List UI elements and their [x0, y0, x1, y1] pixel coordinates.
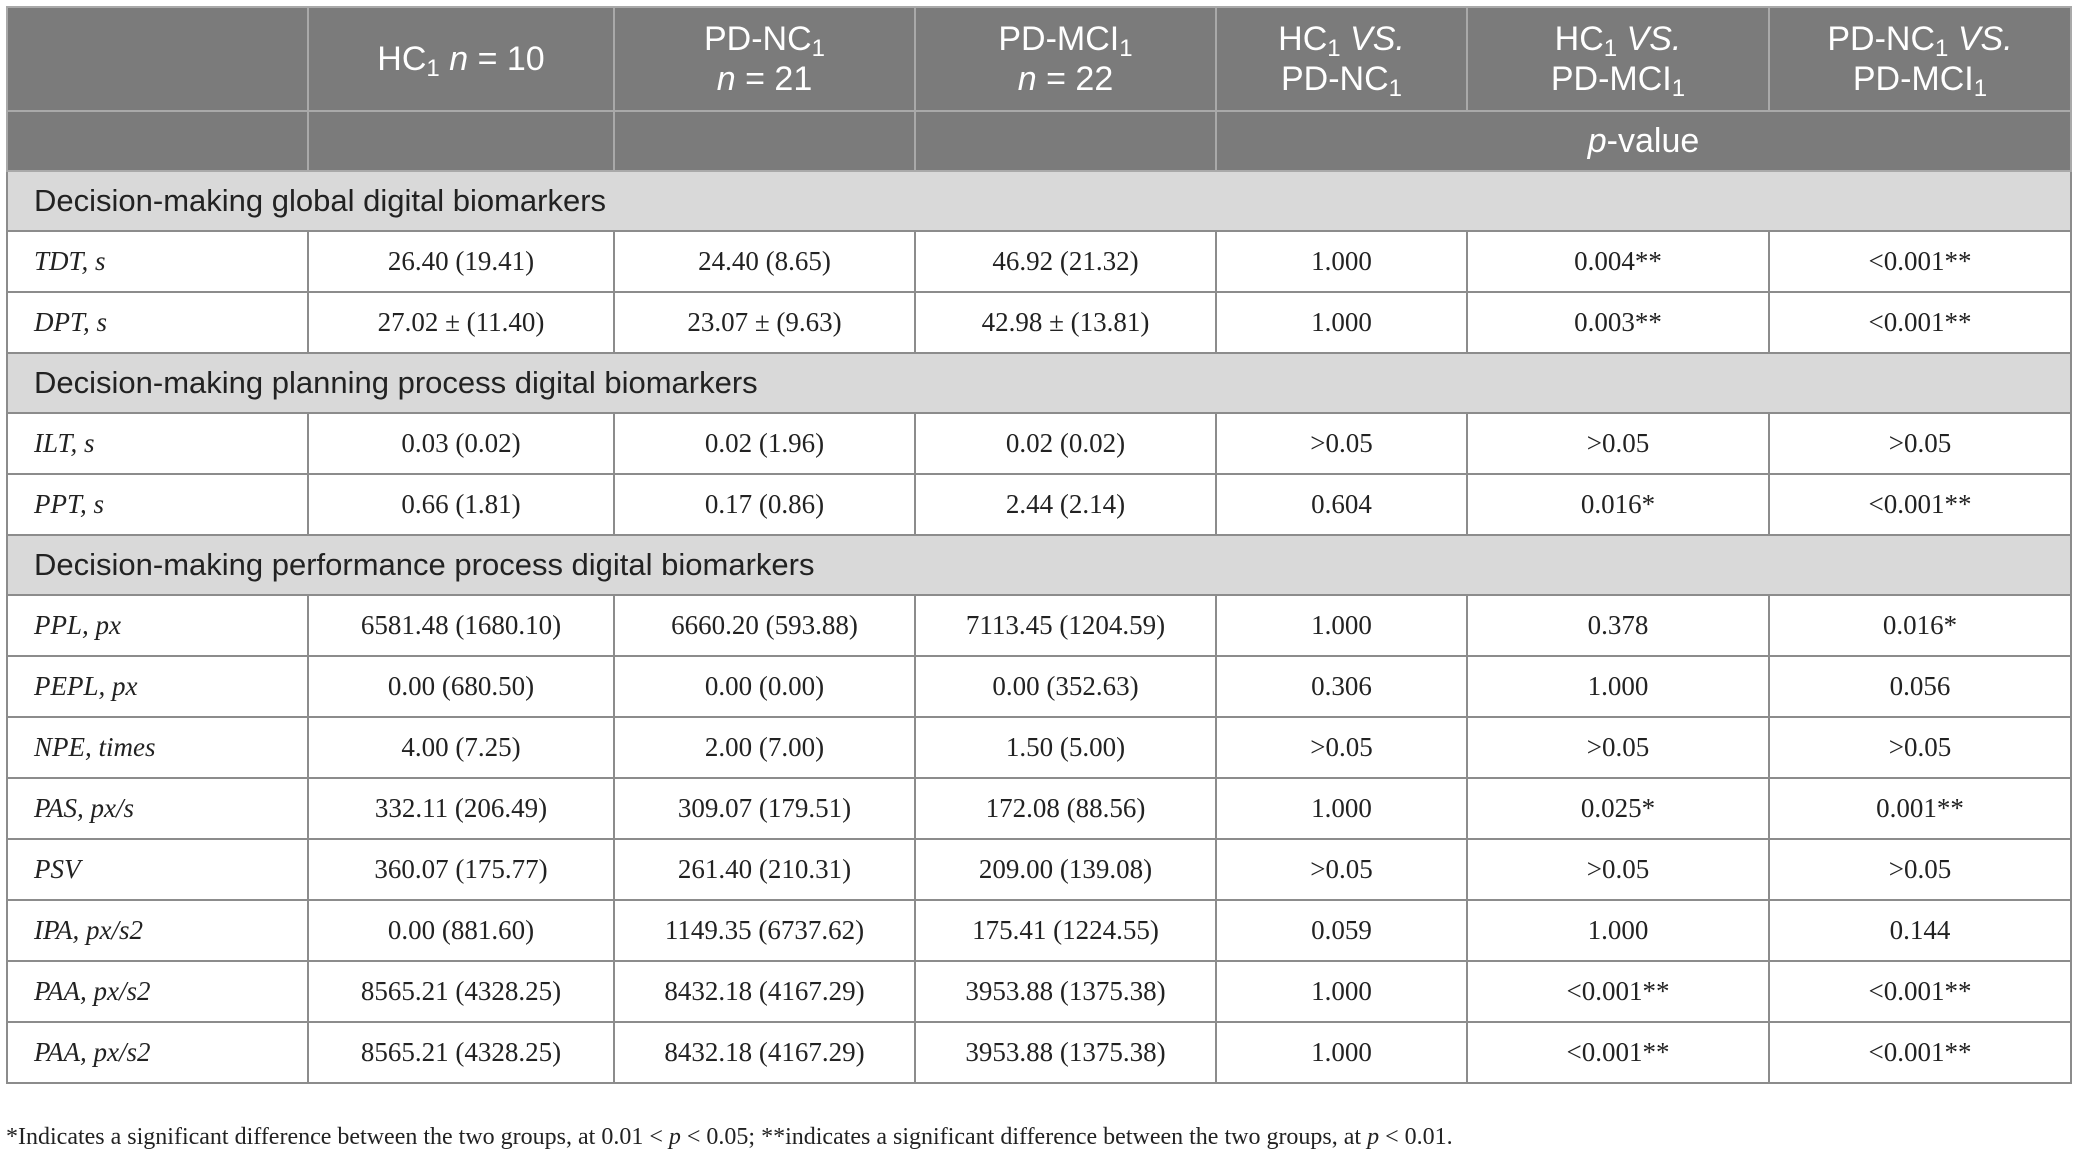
pd-nc1-value: 8432.18 (4167.29) — [614, 1022, 915, 1083]
section-title: Decision-making planning process digital biomarkers — [7, 353, 2071, 413]
pd-mci1-value: 0.02 (0.02) — [915, 413, 1216, 474]
p-pd-nc1-vs-pd-mci1: >0.05 — [1769, 413, 2071, 474]
hc1-value: 8565.21 (4328.25) — [308, 1022, 614, 1083]
p-pd-nc1-vs-pd-mci1: <0.001** — [1769, 1022, 2071, 1083]
p-pd-nc1-vs-pd-mci1: 0.056 — [1769, 656, 2071, 717]
header-hc1: $HC_1$ n = 10 — [308, 7, 614, 111]
hc1-value: 26.40 (19.41) — [308, 231, 614, 292]
pd-nc1-value: 24.40 (8.65) — [614, 231, 915, 292]
section-title: Decision-making performance process digital biomarkers — [7, 535, 2071, 595]
p-hc1-vs-pd-mci1: 0.004** — [1467, 231, 1769, 292]
results-table — [6, 6, 2072, 1084]
p-hc1-vs-pd-nc1: 0.059 — [1216, 900, 1467, 961]
table-row — [7, 474, 2071, 535]
hc1-value: 4.00 (7.25) — [308, 717, 614, 778]
table-footnote: *Indicates a significant difference between the two groups, at 0.01 < p < 0.05; **indicates a significant difference between the two groups, at p < 0.01. — [6, 1124, 1453, 1150]
p-hc1-vs-pd-nc1: 0.604 — [1216, 474, 1467, 535]
p-hc1-vs-pd-mci1: <0.001** — [1467, 961, 1769, 1022]
p-hc1-vs-pd-nc1: 1.000 — [1216, 595, 1467, 656]
p-hc1-vs-pd-mci1: 1.000 — [1467, 656, 1769, 717]
row-label: PPL, px — [7, 595, 308, 656]
p-pd-nc1-vs-pd-mci1: 0.016* — [1769, 595, 2071, 656]
p-hc1-vs-pd-nc1: >0.05 — [1216, 717, 1467, 778]
hc1-value: 6581.48 (1680.10) — [308, 595, 614, 656]
p-hc1-vs-pd-mci1: 0.378 — [1467, 595, 1769, 656]
pd-mci1-value: 46.92 (21.32) — [915, 231, 1216, 292]
p-pd-nc1-vs-pd-mci1: >0.05 — [1769, 839, 2071, 900]
hc1-value: 8565.21 (4328.25) — [308, 961, 614, 1022]
pd-nc1-value: 23.07 ± (9.63) — [614, 292, 915, 353]
hc1-value: 0.66 (1.81) — [308, 474, 614, 535]
row-label: PEPL, px — [7, 656, 308, 717]
hc1-value: 0.03 (0.02) — [308, 413, 614, 474]
row-label: TDT, s — [7, 231, 308, 292]
hc1-value: 0.00 (881.60) — [308, 900, 614, 961]
pd-mci1-value: 0.00 (352.63) — [915, 656, 1216, 717]
pd-nc1-value: 261.40 (210.31) — [614, 839, 915, 900]
table-header — [7, 7, 2071, 171]
pd-nc1-value: 0.17 (0.86) — [614, 474, 915, 535]
p-pd-nc1-vs-pd-mci1: <0.001** — [1769, 231, 2071, 292]
p-pd-nc1-vs-pd-mci1: 0.001** — [1769, 778, 2071, 839]
p-hc1-vs-pd-nc1: 1.000 — [1216, 231, 1467, 292]
hc1-value: 27.02 ± (11.40) — [308, 292, 614, 353]
pd-mci1-value: 175.41 (1224.55) — [915, 900, 1216, 961]
table-row — [7, 778, 2071, 839]
table-row — [7, 717, 2071, 778]
p-hc1-vs-pd-nc1: 1.000 — [1216, 961, 1467, 1022]
header-row-groups — [7, 7, 2071, 111]
p-hc1-vs-pd-nc1: >0.05 — [1216, 413, 1467, 474]
table-body — [7, 171, 2071, 1083]
section-header-row — [7, 535, 2071, 595]
header-blank-4 — [915, 111, 1216, 171]
header-hc1-vs-pd-mci1: $HC_1$ VS. $PD-MCI_1$ — [1467, 7, 1769, 111]
row-label: PPT, s — [7, 474, 308, 535]
pd-mci1-value: 42.98 ± (13.81) — [915, 292, 1216, 353]
row-label: IPA, px/s2 — [7, 900, 308, 961]
p-pd-nc1-vs-pd-mci1: 0.144 — [1769, 900, 2071, 961]
header-pd-nc1: $PD-NC_1$ n = 21 — [614, 7, 915, 111]
p-hc1-vs-pd-mci1: 0.025* — [1467, 778, 1769, 839]
table-row — [7, 292, 2071, 353]
pd-mci1-value: 3953.88 (1375.38) — [915, 1022, 1216, 1083]
header-row-pvalue — [7, 111, 2071, 171]
header-pd-nc1-vs-pd-mci1: $PD-NC_1$ VS. $PD-MCI_1$ — [1769, 7, 2071, 111]
header-hc1-vs-pd-nc1: $HC_1$ VS. $PD-NC_1$ — [1216, 7, 1467, 111]
p-hc1-vs-pd-mci1: >0.05 — [1467, 717, 1769, 778]
table-row — [7, 839, 2071, 900]
table-row — [7, 656, 2071, 717]
p-hc1-vs-pd-nc1: 1.000 — [1216, 1022, 1467, 1083]
p-pd-nc1-vs-pd-mci1: <0.001** — [1769, 961, 2071, 1022]
p-hc1-vs-pd-nc1: 1.000 — [1216, 778, 1467, 839]
pd-nc1-value: 1149.35 (6737.62) — [614, 900, 915, 961]
pd-mci1-value: 1.50 (5.00) — [915, 717, 1216, 778]
pd-mci1-value: 209.00 (139.08) — [915, 839, 1216, 900]
p-hc1-vs-pd-mci1: >0.05 — [1467, 413, 1769, 474]
pd-nc1-value: 0.02 (1.96) — [614, 413, 915, 474]
pd-mci1-value: 3953.88 (1375.38) — [915, 961, 1216, 1022]
header-blank-2 — [308, 111, 614, 171]
table-row — [7, 413, 2071, 474]
table-row — [7, 900, 2071, 961]
row-label: NPE, times — [7, 717, 308, 778]
header-corner — [7, 7, 308, 111]
pd-mci1-value: 7113.45 (1204.59) — [915, 595, 1216, 656]
pd-mci1-value: 2.44 (2.14) — [915, 474, 1216, 535]
table-row — [7, 1022, 2071, 1083]
row-label: PSV — [7, 839, 308, 900]
header-pd-mci1: $PD-MCI_1$ n = 22 — [915, 7, 1216, 111]
section-header-row — [7, 171, 2071, 231]
header-blank-3 — [614, 111, 915, 171]
hc1-value: 360.07 (175.77) — [308, 839, 614, 900]
pd-nc1-value: 6660.20 (593.88) — [614, 595, 915, 656]
p-hc1-vs-pd-nc1: 0.306 — [1216, 656, 1467, 717]
hc1-value: 332.11 (206.49) — [308, 778, 614, 839]
row-label: PAA, px/s2 — [7, 961, 308, 1022]
p-pd-nc1-vs-pd-mci1: <0.001** — [1769, 474, 2071, 535]
p-pd-nc1-vs-pd-mci1: <0.001** — [1769, 292, 2071, 353]
table-row — [7, 595, 2071, 656]
pd-nc1-value: 0.00 (0.00) — [614, 656, 915, 717]
pd-mci1-value: 172.08 (88.56) — [915, 778, 1216, 839]
section-title: Decision-making global digital biomarkers — [7, 171, 2071, 231]
pd-nc1-value: 8432.18 (4167.29) — [614, 961, 915, 1022]
results-table-container — [6, 6, 2070, 1084]
p-hc1-vs-pd-mci1: >0.05 — [1467, 839, 1769, 900]
section-header-row — [7, 353, 2071, 413]
pd-nc1-value: 309.07 (179.51) — [614, 778, 915, 839]
row-label: PAA, px/s2 — [7, 1022, 308, 1083]
header-blank-1 — [7, 111, 308, 171]
row-label: PAS, px/s — [7, 778, 308, 839]
p-hc1-vs-pd-mci1: 1.000 — [1467, 900, 1769, 961]
p-hc1-vs-pd-nc1: >0.05 — [1216, 839, 1467, 900]
p-pd-nc1-vs-pd-mci1: >0.05 — [1769, 717, 2071, 778]
p-hc1-vs-pd-nc1: 1.000 — [1216, 292, 1467, 353]
hc1-value: 0.00 (680.50) — [308, 656, 614, 717]
row-label: DPT, s — [7, 292, 308, 353]
row-label: ILT, s — [7, 413, 308, 474]
p-hc1-vs-pd-mci1: 0.016* — [1467, 474, 1769, 535]
pd-nc1-value: 2.00 (7.00) — [614, 717, 915, 778]
table-row — [7, 961, 2071, 1022]
p-hc1-vs-pd-mci1: 0.003** — [1467, 292, 1769, 353]
header-p-value: p-value — [1216, 111, 2071, 171]
p-hc1-vs-pd-mci1: <0.001** — [1467, 1022, 1769, 1083]
table-row — [7, 231, 2071, 292]
